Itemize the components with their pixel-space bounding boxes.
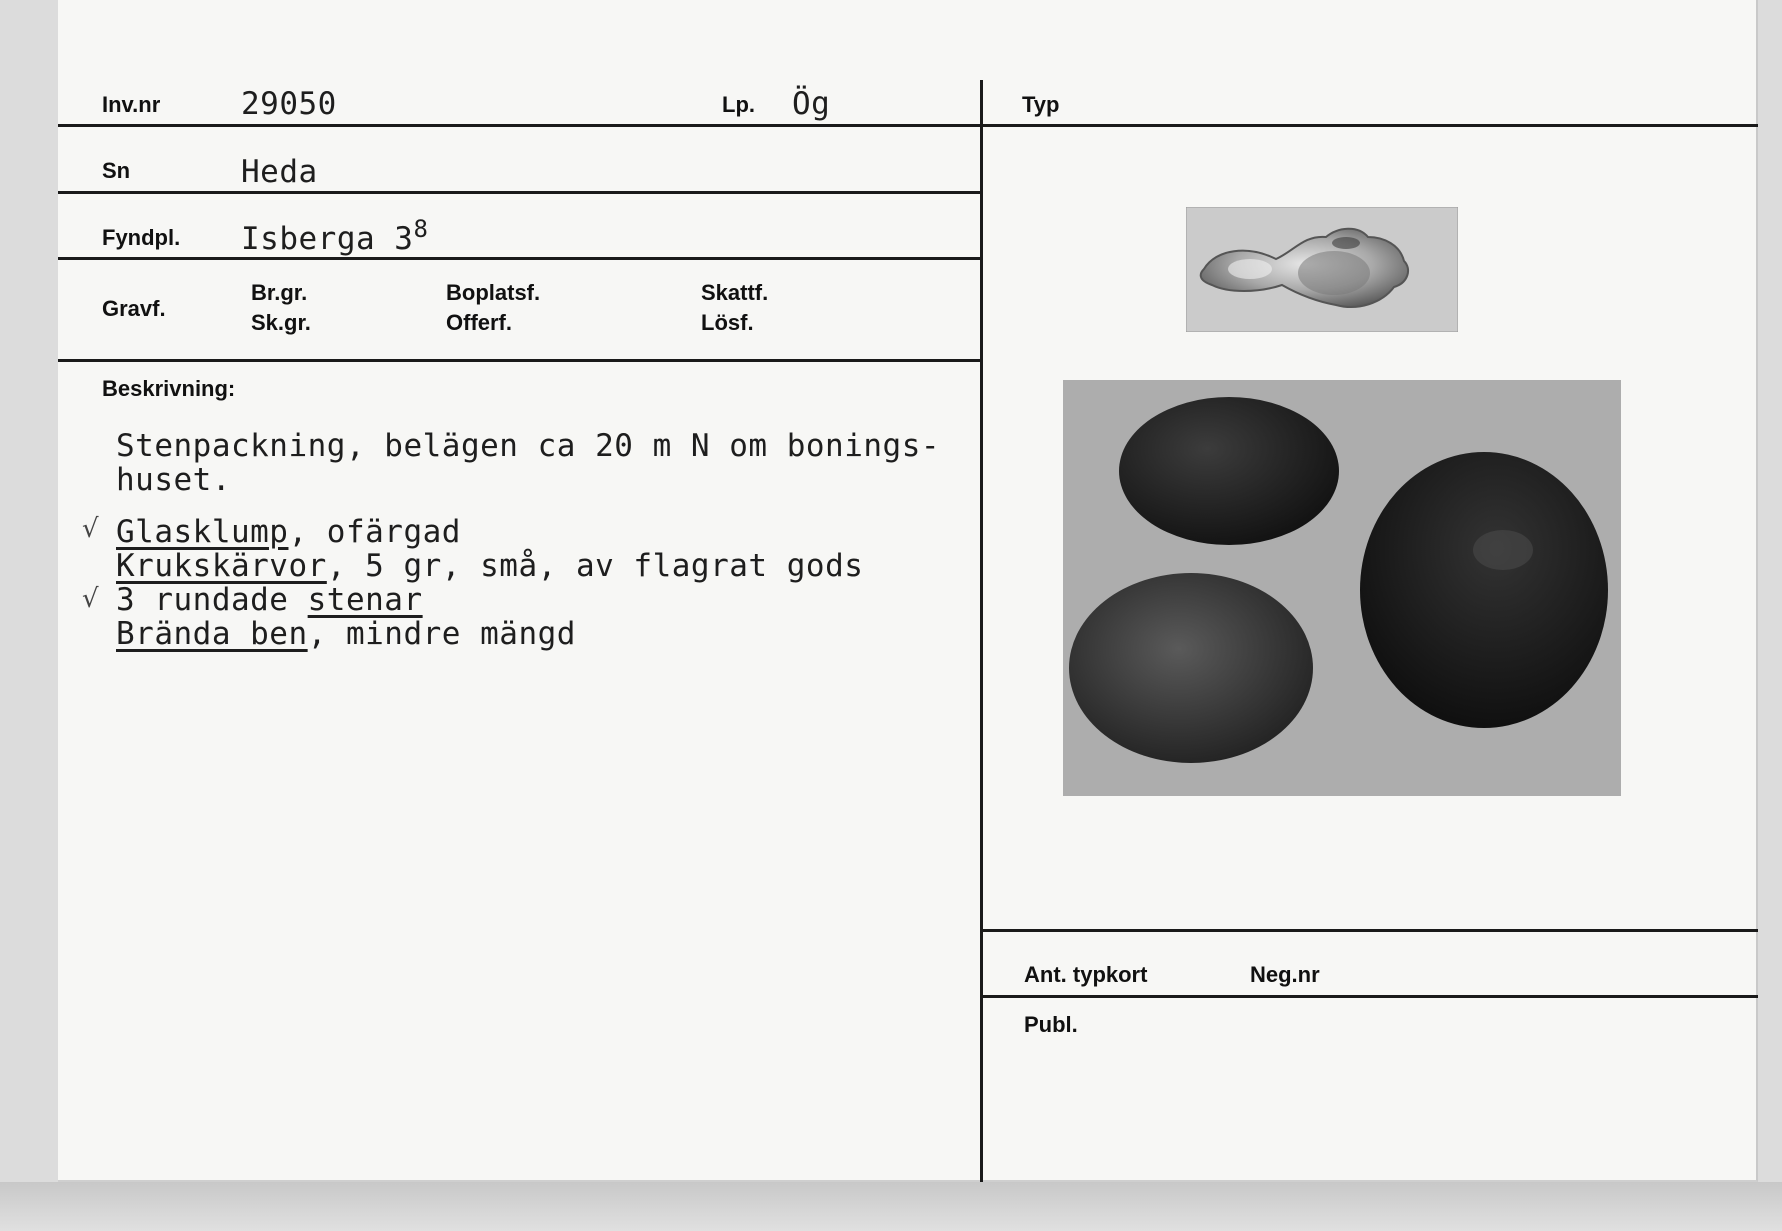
check-mark-1: √ [82, 514, 99, 544]
boplatsf-label: Boplatsf. [446, 280, 541, 305]
check-mark-2: √ [82, 584, 99, 614]
desc-line-2: huset. [116, 462, 231, 498]
losf-label: Lösf. [701, 310, 754, 335]
item-branda-ben-underlined: Brända ben [116, 616, 308, 652]
skgr-label: Sk.gr. [251, 310, 311, 335]
lp-label: Lp. [722, 92, 755, 117]
stones-image [1063, 380, 1621, 796]
item-stenar-underlined: stenar [307, 582, 423, 618]
rule-gravf [58, 359, 980, 362]
typ-label: Typ [1022, 92, 1060, 117]
publ-label: Publ. [1024, 1012, 1078, 1037]
offerf-label: Offerf. [446, 310, 512, 335]
beskrivning-label: Beskrivning: [102, 376, 236, 401]
fyndpl-label: Fyndpl. [102, 225, 181, 250]
item-krukskarvor-underlined: Krukskärvor [116, 548, 327, 584]
rule-sn [58, 191, 980, 194]
rule-ant-top [983, 929, 1758, 932]
skattf-label: Skattf. [701, 280, 769, 305]
inv-value: 29050 [241, 86, 337, 122]
item-glasklump-rest: , ofärgad [288, 514, 461, 550]
rule-typ [983, 124, 1758, 127]
ant-typkort-label: Ant. typkort [1024, 962, 1148, 987]
rule-ant-bottom [983, 995, 1758, 998]
desc-item-branda-ben [116, 616, 576, 652]
item-stenar-prefix: 3 rundade [116, 582, 308, 618]
gravf-label: Gravf. [102, 296, 166, 321]
desc-item-stenar [116, 582, 423, 618]
photo-glass-lump [1186, 207, 1458, 332]
brgr-label: Br.gr. [251, 280, 308, 305]
sn-label: Sn [102, 158, 131, 183]
item-glasklump-underlined: Glasklump [116, 514, 289, 550]
column-divider [980, 80, 983, 1182]
desc-item-krukskarvor [116, 548, 863, 584]
catalog-card [58, 0, 1758, 1182]
rule-fyndpl [58, 257, 980, 260]
sn-value: Heda [241, 154, 318, 190]
glass-lump-image [1186, 207, 1458, 332]
neg-nr-label: Neg.nr [1250, 962, 1320, 987]
photo-three-stones [1063, 380, 1621, 796]
scan-bottom-strip [0, 1182, 1782, 1231]
desc-line-1: Stenpackning, belägen ca 20 m N om bonings- [116, 428, 941, 464]
fyndpl-text: Isberga 3 [241, 221, 414, 257]
item-krukskarvor-rest: , 5 gr, små, av flagrat gods [326, 548, 864, 584]
desc-item-glasklump [116, 514, 461, 550]
fyndpl-value [241, 215, 429, 257]
fyndpl-superscript: 8 [413, 215, 429, 243]
item-branda-ben-rest: , mindre mängd [307, 616, 576, 652]
inv-label: Inv.nr [102, 92, 161, 117]
rule-inv [58, 124, 980, 127]
lp-value: Ög [792, 86, 831, 122]
